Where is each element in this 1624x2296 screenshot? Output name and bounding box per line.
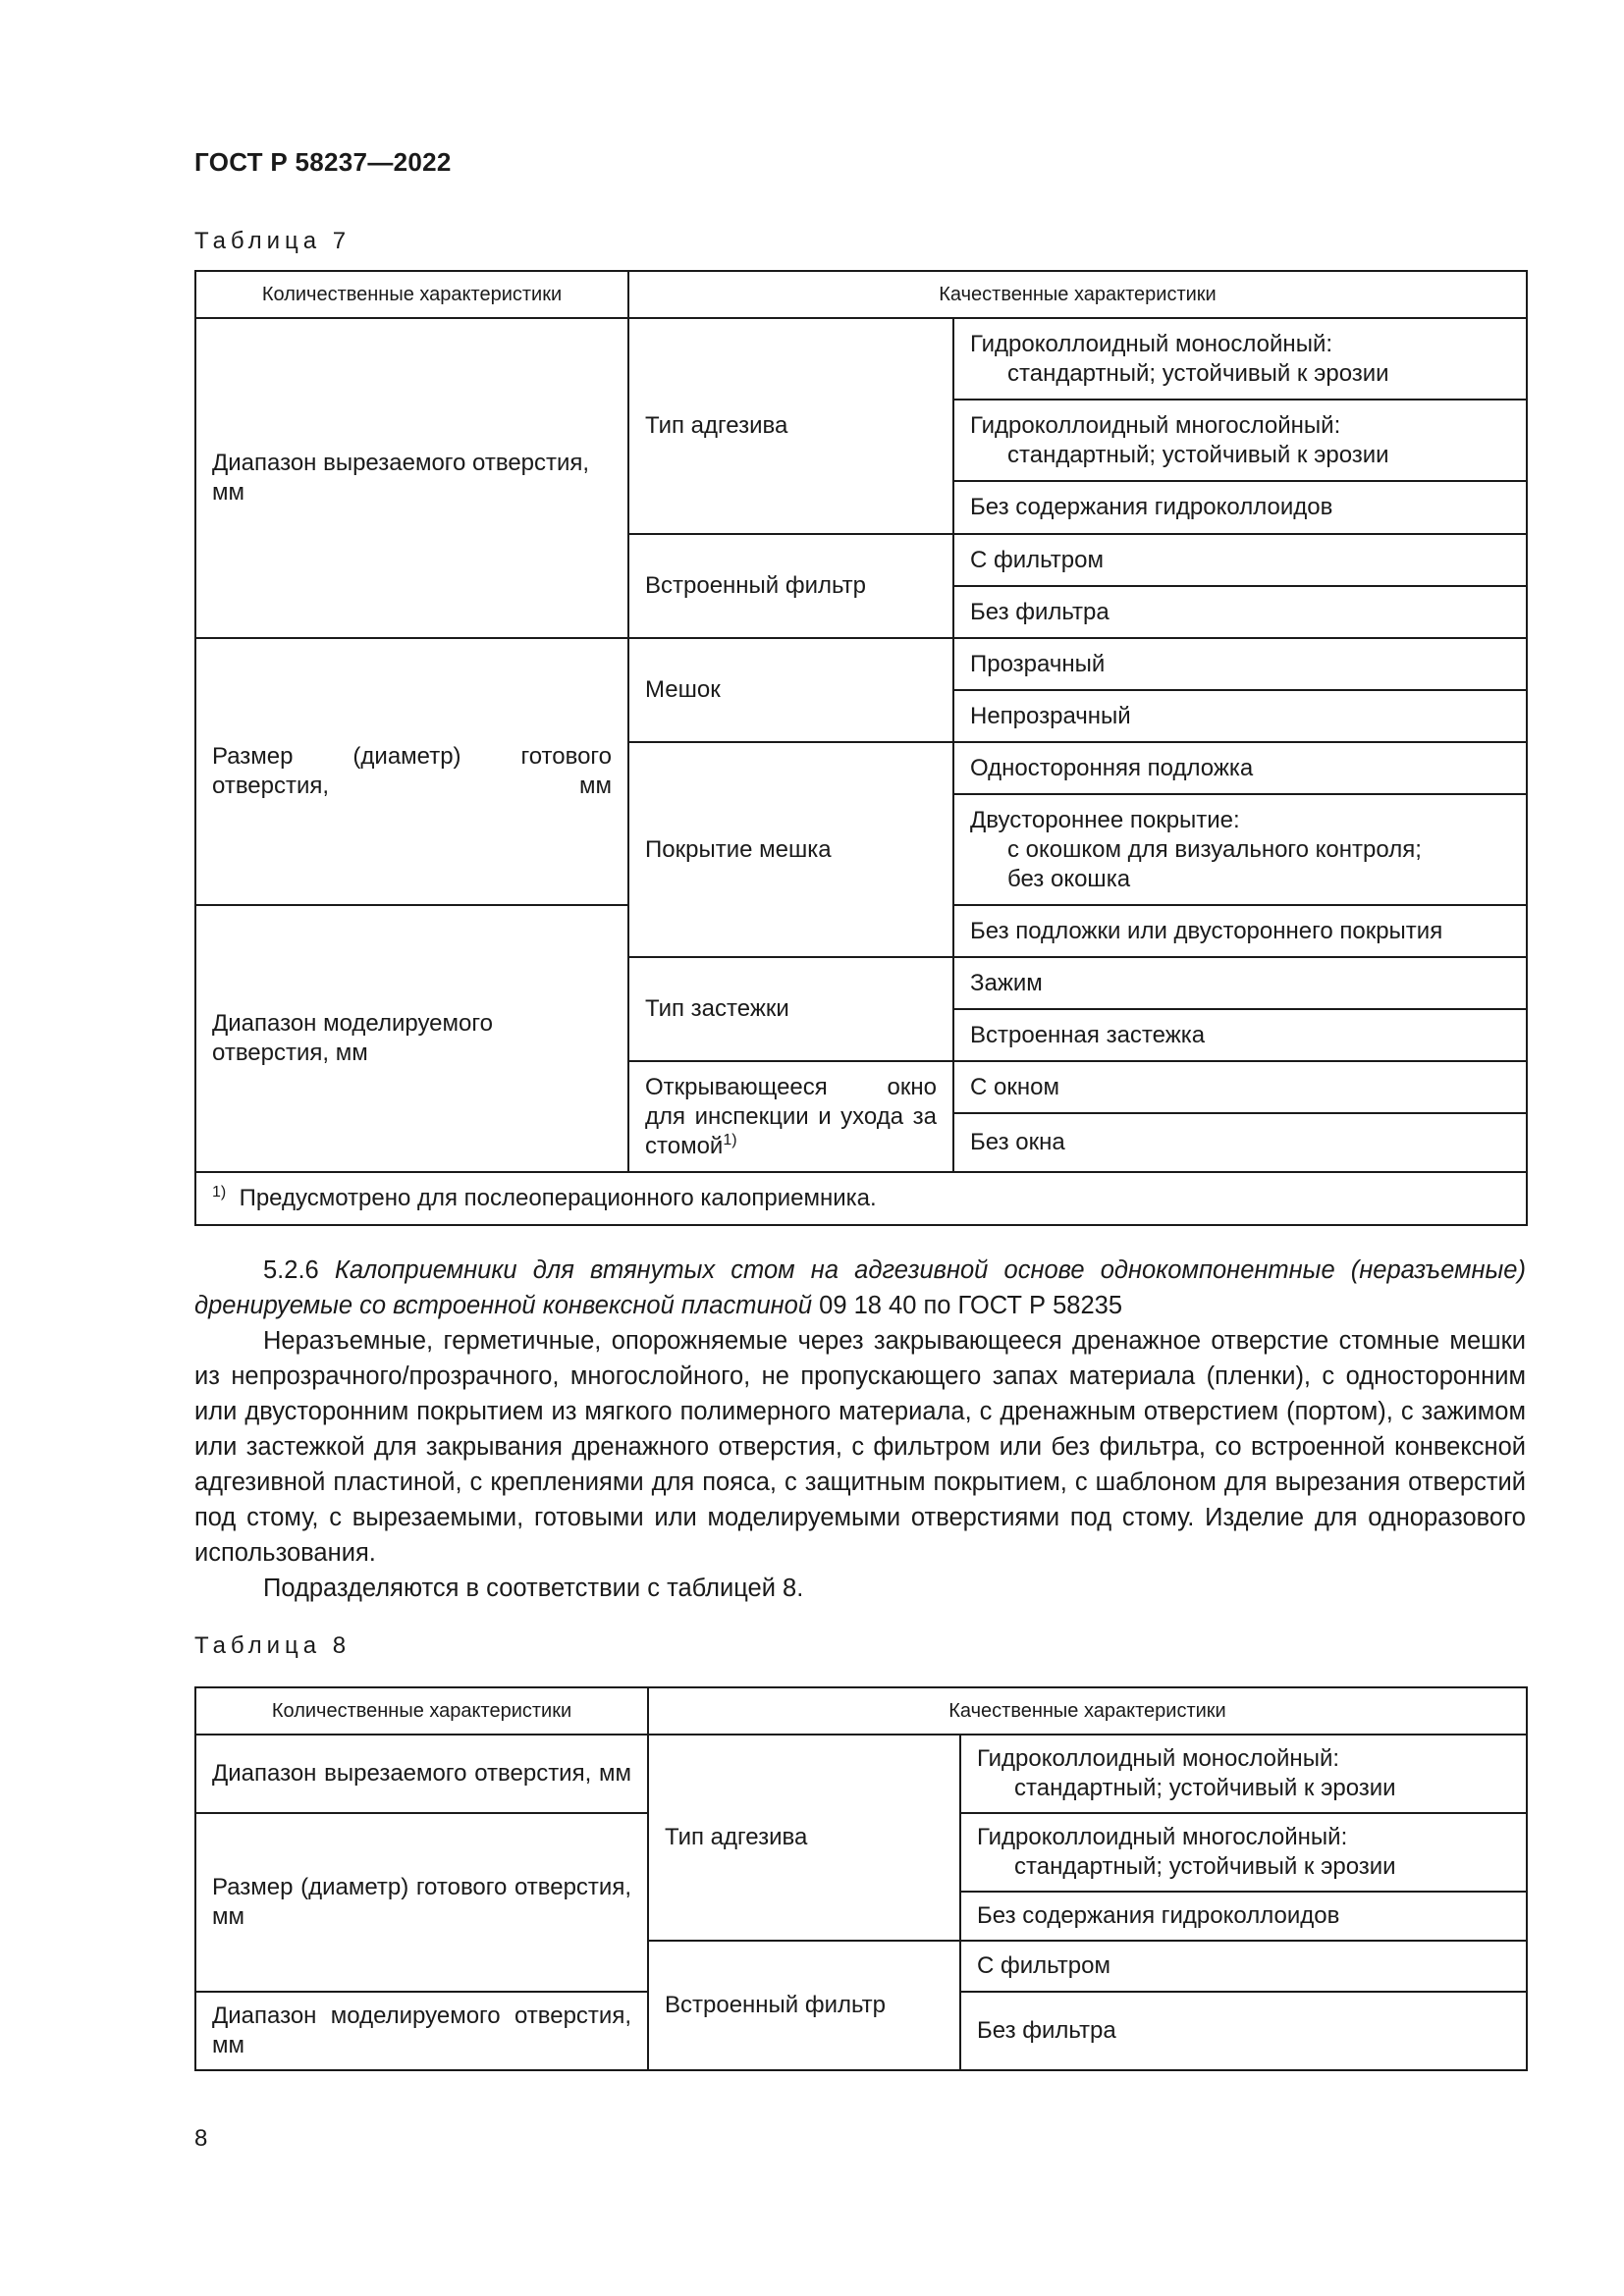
- table7-window-with: С окном: [953, 1061, 1527, 1113]
- table7-quant-model-range: Диапазон моделируемого отверстия, мм: [195, 905, 628, 1172]
- table7-adhesive-multi: Гидроколлоидный многослойный: стандартный; устойчивый к эрозии: [953, 400, 1527, 481]
- table8-adhesive-multi: Гидроколлоидный многослойный: стандартный; устойчивый к эрозии: [960, 1813, 1527, 1892]
- table8-header-quant: Количественные характеристики: [195, 1687, 648, 1735]
- section-heading: 5.2.6 Калоприемники для втянутых стом на адгезивной основе однокомпонентные (неразъемные) дренируемые со встроенной конвексной пластиной 09 18 40 по ГОСТ Р 58235: [194, 1256, 1526, 1319]
- table7-filter-with: С фильтром: [953, 534, 1527, 586]
- table7-adhesive-mono: Гидроколлоидный монослойный: стандартный; устойчивый к эрозии: [953, 318, 1527, 400]
- table8-quant-model-range: Диапазон моделируемого отверстия, мм: [195, 1992, 648, 2070]
- table7-adhesive-none: Без содержания гидроколлоидов: [953, 481, 1527, 534]
- table7-quant-cut-range: Диапазон вырезаемого отверстия, мм: [195, 318, 628, 638]
- table8-adhesive-none: Без содержания гидроколлоидов: [960, 1892, 1527, 1941]
- table7-header-qual: Качественные характеристики: [628, 271, 1527, 318]
- section-5-2-6: [194, 1253, 1526, 1606]
- table7-clasp-clamp: Зажим: [953, 957, 1527, 1009]
- table7-header-quant: Количественные характеристики: [195, 271, 628, 318]
- table7-quant-finished-size: Размер (диаметр) готового отверстия, мм: [195, 638, 628, 905]
- table7-bag-clear: Прозрачный: [953, 638, 1527, 690]
- table8-header-qual: Качественные характеристики: [648, 1687, 1527, 1735]
- table7-adhesive-label: Тип адгезива: [628, 318, 953, 534]
- table7-coating-none: Без подложки или двустороннего покрытия: [953, 905, 1527, 957]
- table7-filter-label: Встроенный фильтр: [628, 534, 953, 638]
- table8-adhesive-label: Тип адгезива: [648, 1735, 960, 1941]
- table7-footnote: $^{1)}$ Предусмотрено для послеоперационного калоприемника.: [195, 1172, 1527, 1225]
- table8-quant-cut-range: Диапазон вырезаемого отверстия, мм: [195, 1735, 648, 1813]
- table7-caption: Таблица 7: [194, 228, 352, 254]
- table7-bag-opaque: Непрозрачный: [953, 690, 1527, 742]
- table7-clasp-builtin: Встроенная застежка: [953, 1009, 1527, 1061]
- table7-bag-label: Мешок: [628, 638, 953, 742]
- table7-coating-double: Двустороннее покрытие: с окошком для визуального контроля; без окошка: [953, 794, 1527, 905]
- table7-coating-single: Односторонняя подложка: [953, 742, 1527, 794]
- page-number: 8: [194, 2125, 208, 2152]
- table-8: [194, 1686, 1528, 2071]
- table7-filter-without: Без фильтра: [953, 586, 1527, 638]
- section-subdivision: Подразделяются в соответствии с таблицей 8.: [263, 1575, 804, 1602]
- table7-window-label: Открывающееся окно для инспекции и ухода за стомой$^{1)}$: [628, 1061, 953, 1172]
- table8-filter-with: С фильтром: [960, 1941, 1527, 1992]
- table8-filter-label: Встроенный фильтр: [648, 1941, 960, 2070]
- document-id: ГОСТ Р 58237—2022: [194, 147, 452, 177]
- table7-clasp-label: Тип застежки: [628, 957, 953, 1061]
- table8-adhesive-mono: Гидроколлоидный монослойный: стандартный; устойчивый к эрозии: [960, 1735, 1527, 1813]
- section-paragraph: Неразъемные, герметичные, опорожняемые через закрывающееся дренажное отверстие стомные мешки из непрозрачного/прозрачного, многослойного, не пропускающего запах материала (пленки), с односторонним или двусторонним покрытием из мягкого полимерного материала, с дренажным отверстием (портом), с зажимом или застежкой для закрывания дренажного отверстия, с фильтром или без фильтра, со встроенной конвексной адгезивной пластиной, с креплениями для пояса, с защитным покрытием, с шаблоном для вырезания отверстий под стому, с вырезаемыми, готовыми или моделируемыми отверстиями под стому. Изделие для одноразового использования.: [194, 1327, 1526, 1567]
- table8-filter-without: Без фильтра: [960, 1992, 1527, 2070]
- table7-window-without: Без окна: [953, 1113, 1527, 1172]
- table7-coating-label: Покрытие мешка: [628, 742, 953, 957]
- table8-quant-finished-size: Размер (диаметр) готового отверстия, мм: [195, 1813, 648, 1992]
- table8-caption: Таблица 8: [194, 1632, 352, 1659]
- table-7: [194, 270, 1528, 1226]
